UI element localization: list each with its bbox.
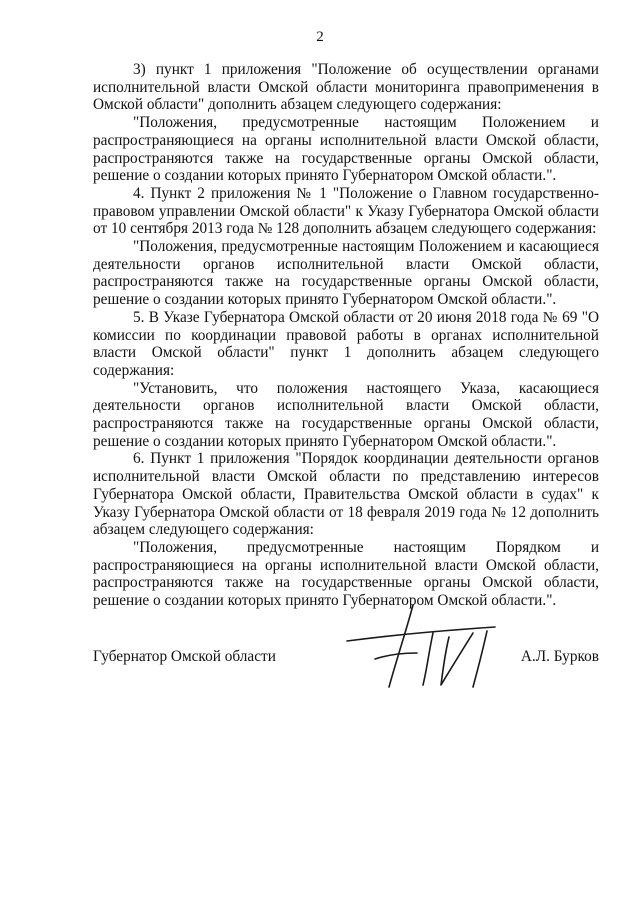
paragraph-item-5-quote: "Установить, что положения настоящего Указа, касающиеся деятельности органов исполнительной власти Омской области, распространяются также на государственные органы Омской области, решение о создании которых принято Губернатором Омской области.". bbox=[93, 379, 599, 450]
document-body bbox=[93, 61, 599, 610]
signature-block bbox=[93, 648, 599, 672]
paragraph-item-4-quote: "Положения, предусмотренные настоящим Положением и касающиеся деятельности органов исполнительной власти Омской области, распространяются также на государственные органы Омской области, решение о создании которых принято Губернатором Омской области.". bbox=[93, 238, 599, 309]
paragraph-item-6: 6. Пункт 1 приложения "Порядок координации деятельности органов исполнительной власти Омской области по представлению интересов Губернатора Омской области, Правительства Омской области в судах" к Указу Губернатора Омской области от 18 февраля 2019 года № 12 дополнить абзацем следующего содержания: bbox=[93, 450, 599, 539]
page-number: 2 bbox=[316, 29, 324, 45]
paragraph-item-4: 4. Пункт 2 приложения № 1 "Положение о Главном государственно-правовом управлении Омской области" к Указу Губернатора Омской области от 10 сентября 2013 года № 128 дополнить абзацем следующего содержания: bbox=[93, 184, 599, 238]
paragraph-item-3-quote: "Положения, предусмотренные настоящим Положением и распространяющиеся на органы исполнительной власти Омской области, распространяются также на государственные органы Омской области, решение о создании которых принято Губернатором Омской области.". bbox=[93, 114, 599, 185]
signatory-position: Губернатор Омской области bbox=[93, 648, 276, 665]
signatory-name: А.Л. Бурков bbox=[520, 648, 599, 665]
paragraph-item-6-quote: "Положения, предусмотренные настоящим Порядком и распространяющиеся на органы исполнительной власти Омской области, распространяются также на государственные органы Омской области, решение о создании которых принято Губернатором Омской области.". bbox=[93, 538, 599, 610]
paragraph-item-5: 5. В Указе Губернатора Омской области от 20 июня 2018 года № 69 "О комиссии по координации правовой работы в органах исполнительной власти Омской области" пункт 1 дополнить абзацем следующего содержания: bbox=[93, 308, 599, 379]
paragraph-item-3: 3) пункт 1 приложения "Положение об осуществлении органами исполнительной власти Омской области мониторинга правоприменения в Омской области" дополнить абзацем следующего содержания: bbox=[93, 61, 599, 114]
